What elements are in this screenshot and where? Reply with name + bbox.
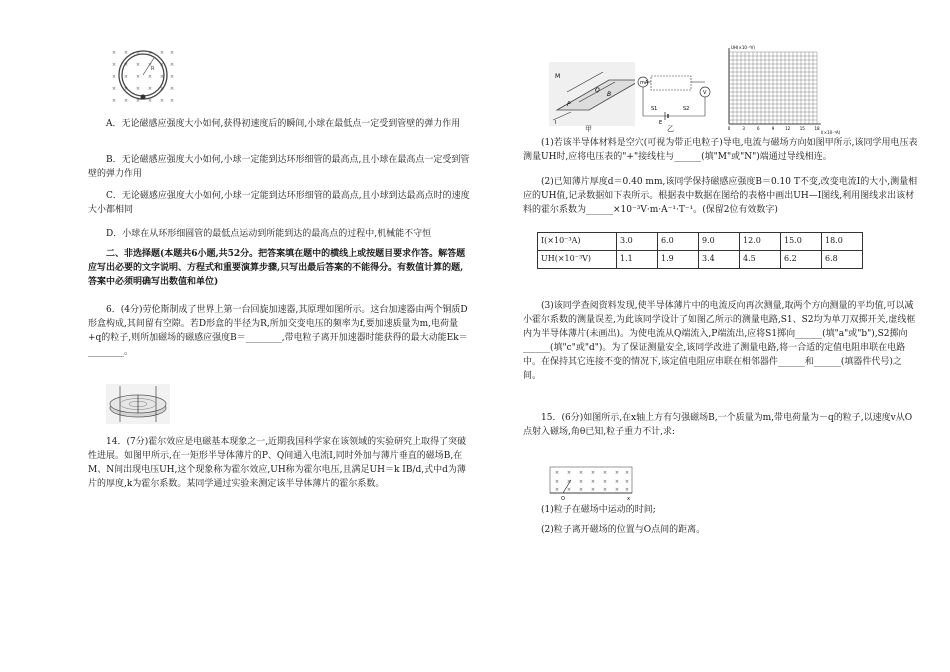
question-14-part-1: (1)若该半导体材料是空穴(可视为带正电粒子)导电,电流与磁场方向如图甲所示,该同学用电压表测量UH时,应将电压表的"+"接线柱与______(填"M"或"N")端通过导线相连。 (523, 138, 918, 162)
table-cell: 6.8 (822, 251, 863, 269)
svg-text:×: × (590, 487, 596, 493)
magnetic-field-figure (549, 466, 633, 502)
svg-text:×: × (169, 74, 175, 80)
svg-text:×: × (135, 74, 141, 80)
x-tick: 6 (757, 126, 760, 131)
svg-text:×: × (169, 86, 175, 92)
svg-text:×: × (135, 62, 141, 68)
svg-text:×: × (123, 50, 129, 56)
table-cell: 3.0 (617, 233, 658, 251)
graph-y-label: UH(×10⁻³V) (731, 45, 755, 50)
svg-text:×: × (147, 74, 153, 80)
option-a: A．无论磁感应强度大小如何,获得初速度后的瞬间,小球在最低点一定受到管壁的弹力作用 (106, 119, 461, 129)
table-row (538, 233, 863, 251)
hall-plate-figure (549, 62, 649, 126)
svg-text:O: O (561, 496, 565, 502)
svg-text:×: × (624, 470, 630, 476)
table-header-voltage: UH(×10⁻³V) (538, 251, 617, 269)
svg-text:×: × (602, 470, 608, 476)
svg-text:×: × (566, 470, 572, 476)
svg-text:×: × (111, 86, 117, 92)
svg-text:×: × (159, 50, 165, 56)
x-tick: 15 (799, 126, 805, 131)
option-c: C．无论磁感应强度大小如何,小球一定能到达环形细管的最高点,且小球到达最高点时的速度大小都相同 (88, 191, 470, 215)
svg-text:×: × (123, 62, 129, 68)
svg-text:E: E (659, 120, 663, 126)
question-14-part-3: (3)该同学查阅资料发现,使半导体薄片中的电流反向再次测量,取两个方向测量的平均值,可以减小霍尔系数的测量误差,为此该同学设计了如图乙所示的测量电路,S1、S2均为单刀双掷开关,虚线框内为半导体薄片(未画出)。为使电流从Q端流入,P端流出,应将S1掷向______(填"a"或"b"),S2掷向______(填"c"或"d")。为了保证测量安全,该同学改进了测量电路,将一合适的定值电阻串联在电路中。在保持其它连接不变的情况下,该定值电阻应串联在相邻器件______和______(填器件代号)之间。 (523, 301, 916, 381)
x-tick: 12 (785, 126, 791, 131)
svg-text:×: × (159, 98, 165, 104)
option-b: B．无论磁感应强度大小如何,小球一定能到达环形细管的最高点,且小球在最高点一定受到管壁的弹力作用 (88, 155, 470, 179)
table-cell: 1.9 (658, 251, 699, 269)
x-tick: 9 (771, 126, 775, 131)
uh-i-grid (719, 44, 847, 136)
ring-field-figure (108, 46, 176, 104)
svg-text:×: × (614, 470, 620, 476)
svg-text:I: I (555, 120, 557, 126)
svg-text:M: M (555, 73, 561, 80)
question-15: 15．(6分)如图所示,在x轴上方有匀强磁场B,一个质量为m,带电荷量为－q的粒子,以速度v从O点射入磁场,角θ已知,粒子重力不计,求: (523, 413, 913, 437)
svg-text:×: × (123, 74, 129, 80)
svg-text:×: × (147, 98, 153, 104)
svg-text:×: × (159, 74, 165, 80)
figure-label-jia: 甲 (585, 125, 592, 133)
svg-text:×: × (147, 62, 153, 68)
svg-text:×: × (169, 98, 175, 104)
svg-text:×: × (111, 50, 117, 56)
svg-text:×: × (147, 86, 153, 92)
svg-text:R: R (151, 66, 155, 72)
svg-text:×: × (159, 86, 165, 92)
question-15-part-2: (2)粒子离开磁场的位置与O点间的距离。 (541, 525, 706, 535)
table-cell: 6.2 (781, 251, 822, 269)
table-cell: 6.0 (658, 233, 699, 251)
svg-text:×: × (614, 479, 620, 485)
table-cell: 1.1 (617, 251, 658, 269)
svg-text:×: × (578, 487, 584, 493)
svg-text:×: × (590, 470, 596, 476)
section-2-heading: 二、非选择题(本题共6小题,共52分。把答案填在题中的横线上或按题目要求作答。解答题应写出必要的文字说明、方程式和重要演算步骤,只写出最后答案的不能得分。有数值计算的题,答案中必须明确写出数值和单位) (88, 249, 466, 287)
svg-text:B: B (607, 91, 612, 98)
graph-x-label: I(×10⁻³A) (821, 130, 841, 135)
svg-text:×: × (614, 487, 620, 493)
svg-text:×: × (169, 62, 175, 68)
svg-text:×: × (602, 487, 608, 493)
svg-text:x: x (627, 496, 630, 502)
svg-text:×: × (123, 86, 129, 92)
figure-label-yi: 乙 (667, 125, 674, 133)
svg-text:×: × (566, 487, 572, 493)
svg-text:×: × (578, 479, 584, 485)
svg-text:S1: S1 (651, 106, 658, 112)
option-d: D．小球在从环形细圆管的最低点运动到所能到达的最高点的过程中,机械能不守恒 (106, 229, 432, 239)
table-cell: 3.4 (699, 251, 740, 269)
cyclotron-figure (106, 384, 170, 424)
svg-text:×: × (169, 50, 175, 56)
svg-text:×: × (147, 50, 153, 56)
table-row (538, 251, 863, 269)
svg-text:×: × (554, 470, 560, 476)
x-tick: 0 (727, 126, 731, 131)
table-cell: 4.5 (740, 251, 781, 269)
table-cell: 12.0 (740, 233, 781, 251)
table-cell: 18.0 (822, 233, 863, 251)
table-cell: 9.0 (699, 233, 740, 251)
svg-text:×: × (123, 98, 129, 104)
svg-text:×: × (111, 62, 117, 68)
svg-text:×: × (111, 74, 117, 80)
svg-text:×: × (566, 479, 572, 485)
svg-text:×: × (624, 487, 630, 493)
svg-text:×: × (111, 98, 117, 104)
question-14-intro: 14．(7分)霍尔效应是电磁基本现象之一,近期我国科学家在该领域的实验研究上取得了突破性进展。如图甲所示,在一矩形半导体薄片的P、Q间通入电流I,同时外加与薄片垂直的磁场B,在M、N间出现电压UH,这个现象称为霍尔效应,UH称为霍尔电压,且满足UH＝k IB/d,式中d为薄片的厚度,k为霍尔系数。某同学通过实验来测定该半导体薄片的霍尔系数。 (88, 437, 467, 489)
svg-text:×: × (554, 479, 560, 485)
question-14-part-2: (2)已知薄片厚度d＝0.40 mm,该同学保持磁感应强度B＝0.10 T不变,改变电流I的大小,测量相应的UH值,记录数据如下表所示。根据表中数据在图给的表格中画出UH—I图线,利用图线求出该材料的霍尔系数为______×10⁻³V·m·A⁻¹·T⁻¹。(保留2位有效数字) (523, 177, 918, 215)
circuit-figure (635, 62, 715, 126)
svg-text:mA: mA (640, 80, 649, 86)
svg-text:×: × (590, 479, 596, 485)
svg-text:S2: S2 (683, 106, 690, 112)
svg-text:×: × (602, 479, 608, 485)
question-6: 6．(4分)劳伦斯制成了世界上第一台回旋加速器,其原理如图所示。这台加速器由两个铜质D形盒构成,其间留有空隙。若D形盒的半径为R,所加交变电压的频率为f,要加速质量为m,电荷量+q的粒子,则所加磁场的磁感应强度B＝________,带电粒子离开加速器时能获得的最大动能Ek＝________。 (88, 305, 468, 357)
x-tick: 3 (742, 126, 745, 131)
x-tick: 18 (814, 126, 820, 131)
svg-text:Q: Q (595, 87, 600, 94)
question-15-part-1: (1)粒子在磁场中运动的时间; (541, 505, 656, 515)
svg-text:×: × (135, 50, 141, 56)
data-table (537, 232, 863, 269)
svg-text:P: P (567, 101, 571, 108)
svg-text:×: × (135, 86, 141, 92)
table-cell: 15.0 (781, 233, 822, 251)
svg-text:×: × (624, 479, 630, 485)
svg-text:×: × (578, 470, 584, 476)
table-header-current: I(×10⁻³A) (538, 233, 617, 251)
svg-text:×: × (554, 487, 560, 493)
svg-text:×: × (159, 62, 165, 68)
svg-text:×: × (135, 98, 141, 104)
svg-text:V: V (703, 90, 707, 96)
